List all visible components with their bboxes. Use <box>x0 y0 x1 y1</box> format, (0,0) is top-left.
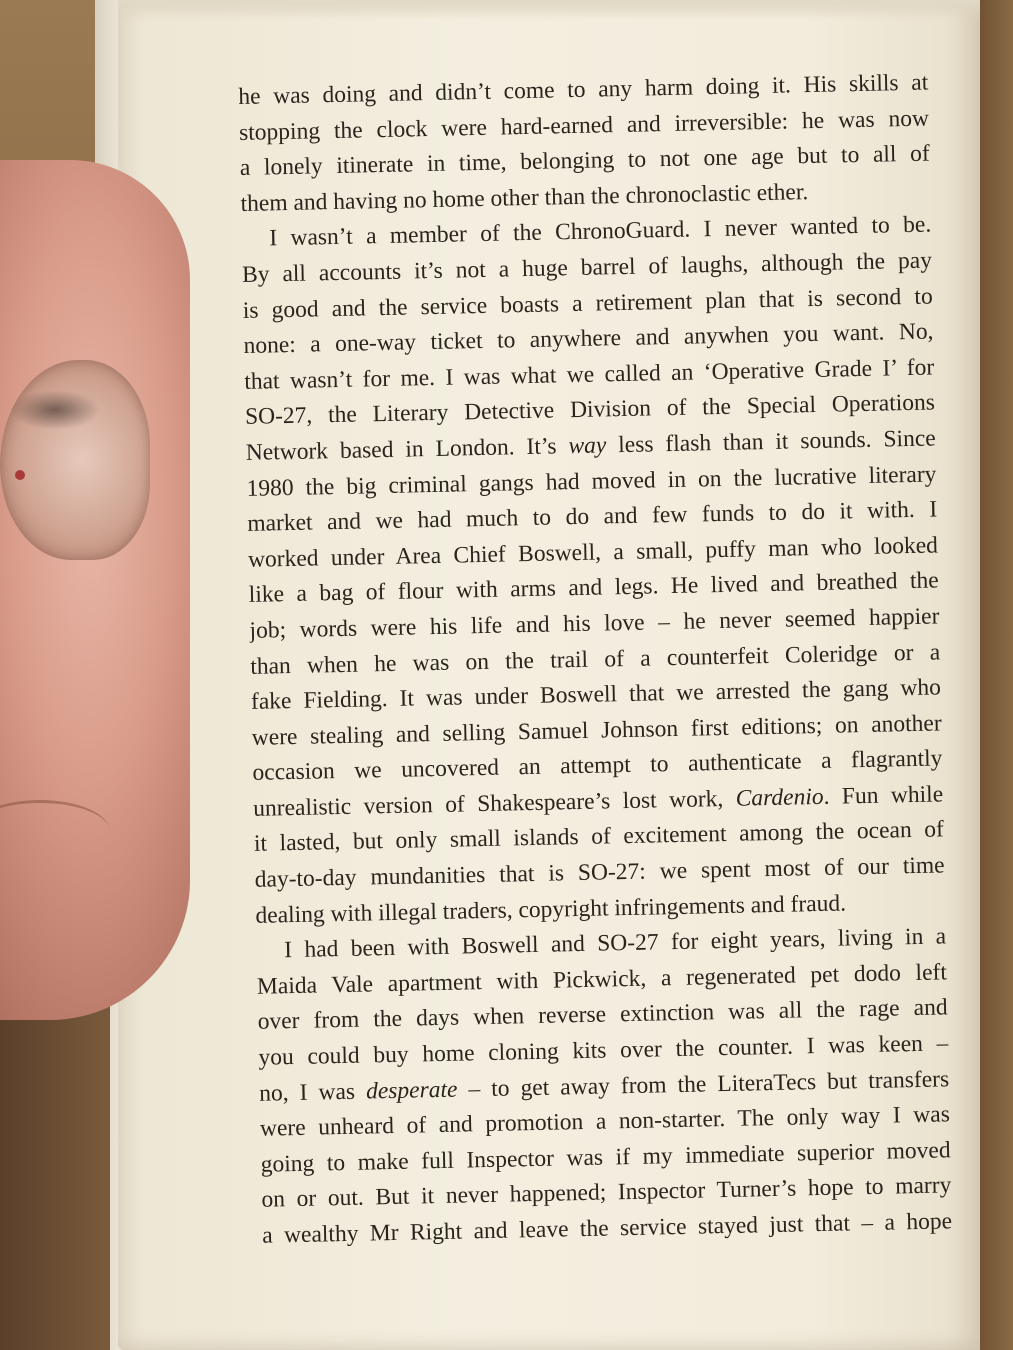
text-line: Maida Vale apartment with Pickwick, a regenerated pet dodo left <box>256 959 948 1000</box>
text-line: like a bag of flour with arms and legs. He lived and breathed the <box>248 567 939 609</box>
skin-scratch <box>15 470 25 480</box>
text-line: that wasn’t for me. I was what we called an ‘Operative Grade I’ for <box>244 354 935 395</box>
text-line: a wealthy Mr Right and leave the service stayed just that – a hope <box>261 1208 953 1249</box>
text-run: unrealistic version of Shakespeare’s lost work, <box>252 785 736 822</box>
text-run: – to get away from the LiteraTecs but transfers <box>457 1065 950 1103</box>
text-line: occasion we uncovered an attempt to authenticate a flagrantly <box>252 745 943 787</box>
text-run: . Fun while <box>823 781 944 810</box>
text-line: it lasted, but only small islands of excitement among the ocean of <box>253 816 945 858</box>
text-run: Network based in London. It’s <box>245 433 569 466</box>
text-line: By all accounts it’s not a huge barrel of laughs, although the pay <box>241 247 933 288</box>
text-line: were unheard of and promotion a non-starter. The only way I was <box>259 1101 951 1142</box>
text-line: dealing with illegal traders, copyright infringements and fraud. <box>255 890 847 929</box>
text-line: I had been with Boswell and SO-27 for eight years, living in a <box>283 923 947 964</box>
text-line: worked under Area Chief Boswell, a small, puffy man who looked <box>247 532 939 573</box>
text-line: over from the days when reverse extinction was all the rage and <box>257 994 948 1036</box>
text-line: is good and the service boasts a retirement plan that is second to <box>242 283 933 324</box>
text-line: them and having no home other than the chronoclastic ether. <box>240 178 809 217</box>
text-line: job; words were his life and his love – he never seemed happier <box>249 603 940 644</box>
text-line: stopping the clock were hard-earned and irreversible: he was now <box>238 105 930 146</box>
text-line: you could buy home cloning kits over the counter. I was keen – <box>258 1030 949 1071</box>
text-line: a lonely itinerate in time, belonging to not one age but to all of <box>239 140 930 182</box>
thumb-skin <box>0 160 190 1020</box>
text-line: he was doing and didn’t come to any harm doing it. His skills at <box>238 69 929 110</box>
text-line: market and we had much to do and few funds to do it with. I <box>247 496 938 538</box>
italic-word: desperate <box>365 1076 458 1105</box>
text-run: less flash than it sounds. Since <box>606 425 936 459</box>
text-line: fake Fielding. It was under Boswell that we arrested the gang who <box>250 674 942 715</box>
page-text <box>238 65 962 1254</box>
page-top-shadow <box>118 0 980 20</box>
text-line: were stealing and selling Samuel Johnson first editions; on another <box>251 710 942 751</box>
text-line: I wasn’t a member of the ChronoGuard. I never wanted to be. <box>269 211 932 252</box>
text-line: 1980 the big criminal gangs had moved in on the lucrative literary <box>246 460 937 502</box>
text-run: no, I was <box>258 1078 367 1107</box>
nail-grime <box>10 390 100 430</box>
italic-word: Cardenio <box>735 783 824 812</box>
text-line: than when he was on the trail of a counterfeit Coleridge or a <box>250 638 941 680</box>
text-line: SO-27, the Literary Detective Division of the Special Operations <box>244 389 936 431</box>
text-line: day-to-day mundanities that is SO-27: we spent most of our time <box>254 852 945 893</box>
italic-word: way <box>568 432 607 460</box>
thumb <box>0 160 210 1020</box>
text-line: on or out. But it never happened; Inspector Turner’s hope to marry <box>261 1172 952 1214</box>
text-line: none: a one-way ticket to anywhere and anywhen you want. No, <box>243 318 934 360</box>
text-line: going to make full Inspector was if my immediate superior moved <box>260 1137 951 1178</box>
